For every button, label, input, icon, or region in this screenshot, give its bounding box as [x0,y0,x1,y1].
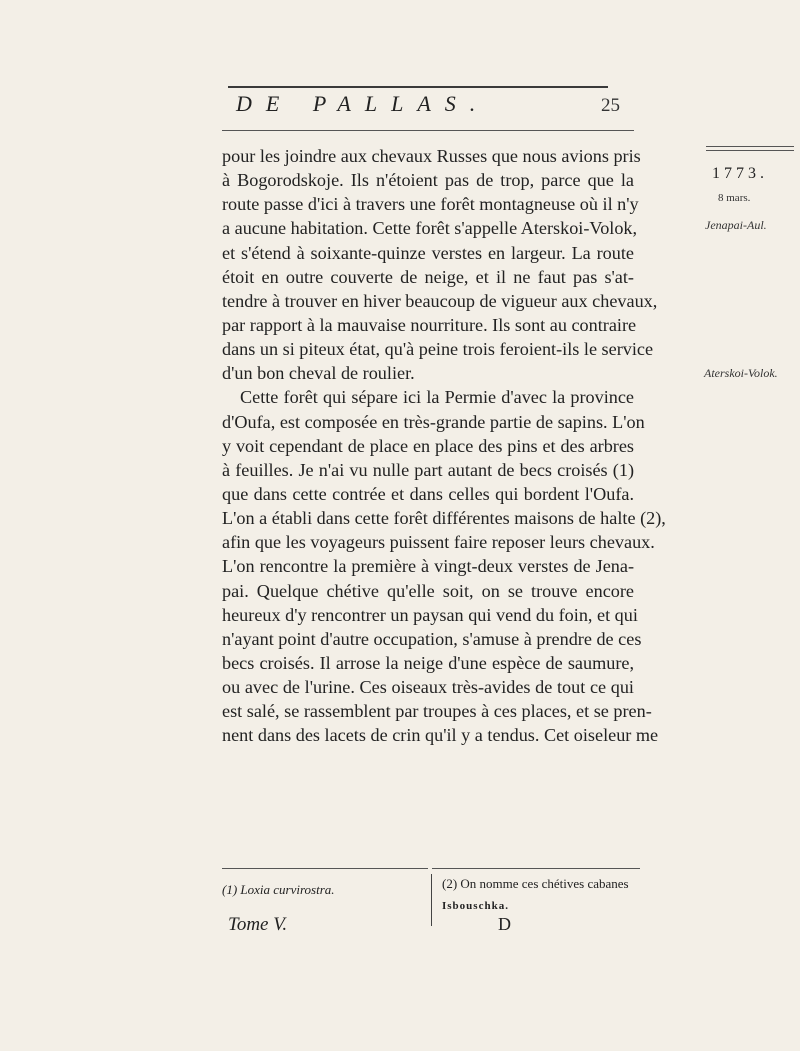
page-header [228,91,620,131]
text-line: d'Oufa, est composée en très-grande partie de sapins. L'on [222,411,645,432]
text-line: dans un si piteux état, qu'à peine trois feroient-ils le service [222,339,654,360]
header-rule [222,130,634,131]
margin-rule-top [706,146,794,147]
text-line: d'un bon cheval de roulier. [222,363,415,384]
margin-note: Aterskoi-Volok. [704,366,778,380]
margin-date: 8 mars. [718,192,751,204]
text-line: route passe d'ici à travers une forêt montagneuse où il n'y [222,194,639,215]
text-line: étoit en outre couverte de neige, et il ne faut pas s'at- [222,266,634,287]
margin-rule-bottom [706,150,794,151]
page-number: 25 [601,95,620,116]
text-line: tendre à trouver en hiver beaucoup de vigueur aux chevaux, [222,290,658,311]
text-line: nent dans des lacets de crin qu'il y a tendus. Cet oiseleur me [222,725,659,746]
text-line: à feuilles. Je n'ai vu nulle part autant de becs croisés (1) [222,459,634,480]
text-line: Cette forêt qui sépare ici la Permie d'avec la province [240,387,634,408]
footnote-1: (1) Loxia curvirostra. [222,882,335,897]
footnote-divider [431,874,432,926]
margin-place: Jenapai-Aul. [705,218,767,232]
text-line: L'on a établi dans cette forêt différentes maisons de halte (2), [222,508,666,529]
signature-mark: D [498,914,511,934]
text-line: L'on rencontre la première à vingt-deux verstes de Jena- [222,556,634,577]
text-line: afin que les voyageurs puissent faire reposer leurs chevaux. [222,532,655,553]
volume-signature: Tome V. [228,914,288,935]
text-line: ou avec de l'urine. Ces oiseaux très-avides de tout ce qui [222,677,634,698]
footnote-rule-left [222,868,428,869]
text-line: pai. Quelque chétive qu'elle soit, on se trouve encore [222,580,634,601]
text-line: n'ayant point d'autre occupation, s'amuse à prendre de ces [222,628,642,649]
text-line: pour les joindre aux chevaux Russes que nous avions pris [222,146,641,166]
running-title: DE PALLAS. [236,91,490,116]
text-line: par rapport à la mauvaise nourriture. Ils sont au contraire [222,314,637,335]
text-line: a aucune habitation. Cette forêt s'appelle Aterskoi-Volok, [222,218,638,239]
top-border-rule [228,86,608,88]
text-line: que dans cette contrée et dans celles qui bordent l'Oufa. [222,483,634,504]
text-line: est salé, se rassemblent par troupes à ces places, et se pren- [222,701,652,722]
footnote-2 [442,873,629,917]
text-line: becs croisés. Il arrose la neige d'une espèce de saumure, [222,652,634,673]
text-line: à Bogorodskoje. Ils n'étoient pas de trop, parce que la [222,170,634,191]
body-text [222,144,666,748]
margin-year: 1773. [712,165,768,182]
footnote-2-term: Isbouschka. [442,900,509,912]
text-line: y voit cependant de place en place des pins et des arbres [222,435,634,456]
footnote-rule-right [432,868,640,869]
text-line: heureux d'y rencontrer un paysan qui vend du foin, et qui [222,604,638,625]
footnote-2-text: (2) On nomme ces chétives cabanes [442,876,629,891]
text-line: et s'étend à soixante-quinze verstes en largeur. La route [222,242,634,263]
